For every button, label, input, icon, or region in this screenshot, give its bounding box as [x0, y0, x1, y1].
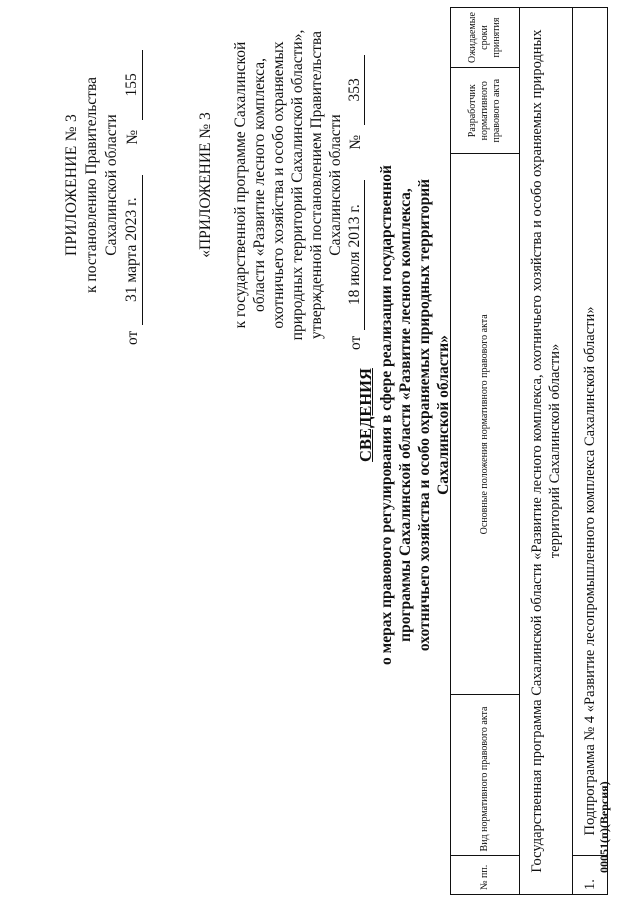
appendix-date: 31 марта 2023 г.	[122, 175, 143, 325]
appendix2-block	[196, 20, 365, 350]
measures-table	[450, 7, 608, 895]
appendix2-number-label: №	[347, 134, 364, 150]
appendix2-number: 353	[345, 55, 365, 125]
appendix-line1: к постановлению Правительства	[83, 77, 100, 293]
table-row-subprogram	[573, 8, 608, 895]
table-row-program	[520, 8, 573, 895]
appendix-date-row	[122, 25, 143, 345]
appendix-from-label: от	[124, 330, 141, 345]
appendix-number-label: №	[124, 129, 141, 145]
table-header-row	[451, 8, 520, 895]
header-developer: Разработчик нормативного правового акта	[451, 67, 520, 153]
appendix-number: 155	[122, 50, 143, 120]
appendix2-date: 18 июля 2013 г.	[345, 180, 365, 330]
header-main-provisions: Основные положения нормативного правового акта	[451, 154, 520, 695]
program-cell: Государственная программа Сахалинской области «Развитие лесного комплекса, охотничьего хозяйства и особо охраняемых природных территорий Сахалинской области»	[520, 8, 573, 895]
subprogram-cell: Подпрограмма № 4 «Развитие лесопромышленного комплекса Сахалинской области»	[573, 8, 608, 856]
header-deadline: Ожидаемые сроки принятия	[451, 8, 520, 68]
document-heading	[356, 155, 453, 675]
header-num: № пп.	[451, 856, 520, 895]
appendix2-from-label: от	[347, 335, 364, 350]
appendix-block	[62, 25, 143, 345]
heading-title: СВЕДЕНИЯ	[356, 368, 375, 462]
appendix2-body: к государственной программе Сахалинской области «Развитие лесного комплекса, охотничьего хозяйства и особо охраняемых природных территорий Сахалинской области», утвержденной постановлением Правительства Сахалинской области	[232, 29, 344, 341]
subprogram-num: 1.	[573, 856, 608, 895]
appendix-line2: Сахалинской области	[103, 114, 120, 256]
footer-version: 00051(п)(Версия)	[597, 781, 611, 873]
appendix2-title: «ПРИЛОЖЕНИЕ № 3	[197, 112, 214, 258]
header-act-type: Вид нормативного правового акта	[451, 695, 520, 856]
appendix-title: ПРИЛОЖЕНИЕ № 3	[63, 113, 80, 257]
heading-subtitle: о мерах правового регулирования в сфере реализации государственной программы Сахалинской области «Развитие лесного комплекса, охотничьего хозяйства и особо охраняемых природных территорий Сахалинской области»	[378, 165, 452, 665]
